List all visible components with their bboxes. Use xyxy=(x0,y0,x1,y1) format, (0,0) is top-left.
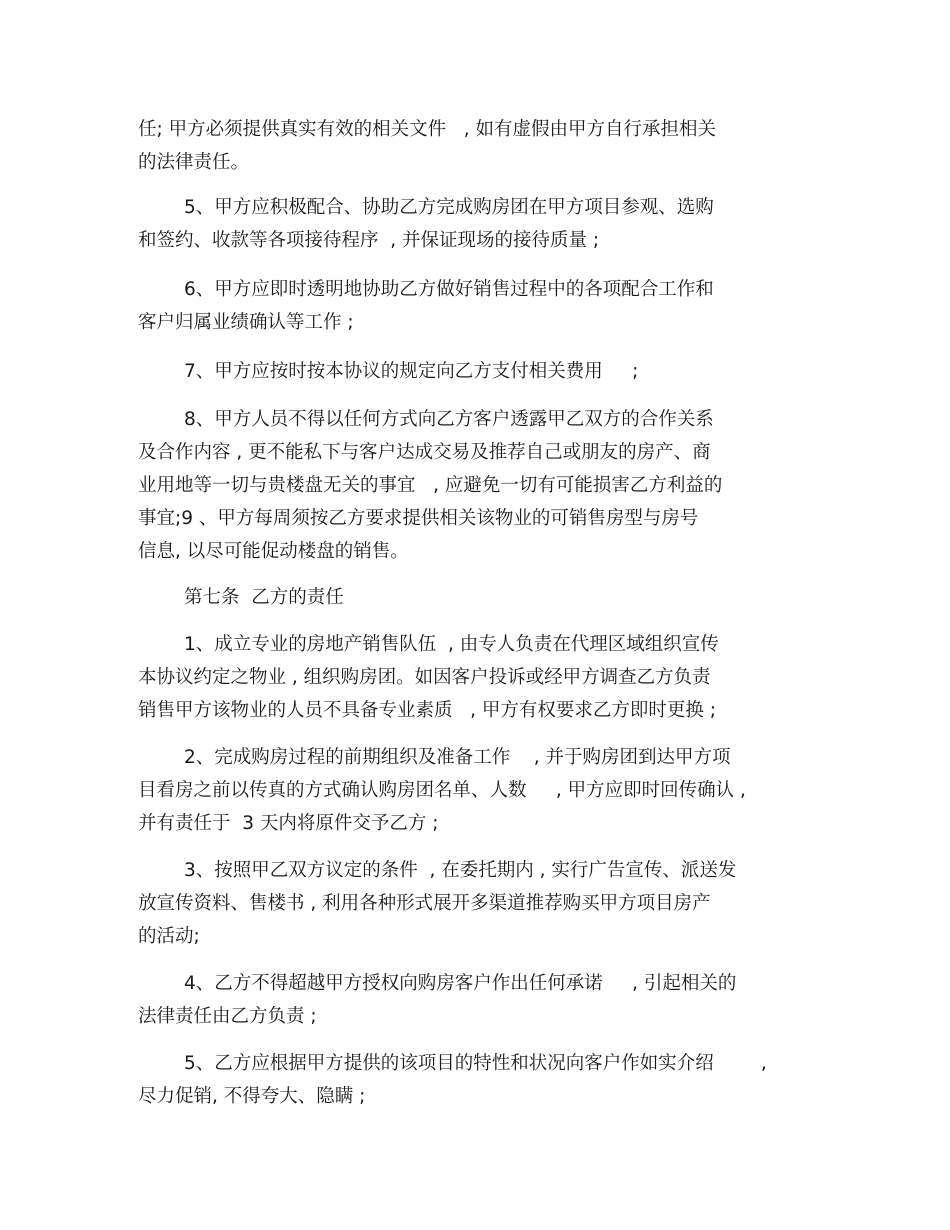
text-line: 放宣传资料、售楼书 , 利用各种形式展开多渠道推荐购买甲方项目房产 xyxy=(138,893,711,914)
text-line: 客户归属业绩确认等工作 ; xyxy=(138,312,354,333)
clause-6-party-a xyxy=(138,273,828,339)
text-line: 和签约、收款等各项接待程序 , 并保证现场的接待质量 ; xyxy=(138,230,600,251)
clause-8-party-a xyxy=(138,403,828,568)
text-line: 事宜;9 、甲方每周须按乙方要求提供相关该物业的可销售房型与房号 xyxy=(138,508,699,529)
text-line: 法律责任由乙方负责 ; xyxy=(138,1006,317,1027)
text-line: 目看房之前以传真的方式确认购房团名单、人数 , 甲方应即时回传确认 , xyxy=(138,780,746,801)
section-heading: 第七条 乙方的责任 xyxy=(184,587,344,608)
text-line: 3、按照甲乙双方议定的条件 , 在委托期内 , 实行广告宣传、派送发 xyxy=(184,860,737,881)
text-line: 本协议约定之物业 , 组织购房团。如因客户投诉或经甲方调查乙方负责 xyxy=(138,667,711,688)
section-heading-article-7 xyxy=(138,581,828,614)
clause-5-party-b xyxy=(138,1047,828,1113)
text-line: 1、成立专业的房地产销售队伍 , 由专人负责在代理区域组织宣传 xyxy=(184,634,719,655)
text-line: 7、甲方应按时按本协议的规定向乙方支付相关费用 ; xyxy=(184,361,639,382)
text-line: 销售甲方该物业的人员不具备专业素质 , 甲方有权要求乙方即时更换 ; xyxy=(138,700,717,721)
clause-2-party-b xyxy=(138,741,828,840)
text-line: 及合作内容 , 更不能私下与客户达成交易及推荐自己或朋友的房产、商 xyxy=(138,442,711,463)
text-line: 业用地等一切与贵楼盘无关的事宜 , 应避免一切有可能损害乙方利益的 xyxy=(138,475,723,496)
text-line: 的法律责任。 xyxy=(138,152,250,173)
text-line: 8、甲方人员不得以任何方式向乙方客户透露甲乙双方的合作关系 xyxy=(184,409,714,430)
paragraph-1-continuation xyxy=(138,113,828,179)
clause-7-party-a xyxy=(138,355,828,388)
text-line: 2、完成购房过程的前期组织及准备工作 , 并于购房团到达甲方项 xyxy=(184,747,731,768)
text-line: 信息, 以尽可能促动楼盘的销售。 xyxy=(138,541,409,562)
text-line: 5、甲方应积极配合、协助乙方完成购房团在甲方项目参观、选购 xyxy=(184,197,714,218)
clause-3-party-b xyxy=(138,854,828,953)
text-line: 尽力促销, 不得夸大、隐瞒 ; xyxy=(138,1086,366,1107)
clause-4-party-b xyxy=(138,967,828,1033)
text-line: 5、乙方应根据甲方提供的该项目的特性和状况向客户作如实介绍 , xyxy=(184,1053,767,1074)
text-line: 6、甲方应即时透明地协助乙方做好销售过程中的各项配合工作和 xyxy=(184,279,714,300)
text-line: 任; 甲方必须提供真实有效的相关文件 , 如有虚假由甲方自行承担相关 xyxy=(138,119,717,140)
text-line: 4、乙方不得超越甲方授权向购房客户作出任何承诺 , 引起相关的 xyxy=(184,973,737,994)
clause-1-party-b xyxy=(138,628,828,727)
text-line: 的活动; xyxy=(138,926,200,947)
clause-5-party-a xyxy=(138,191,828,257)
text-line: 并有责任于 3 天内将原件交予乙方 ; xyxy=(138,813,439,834)
